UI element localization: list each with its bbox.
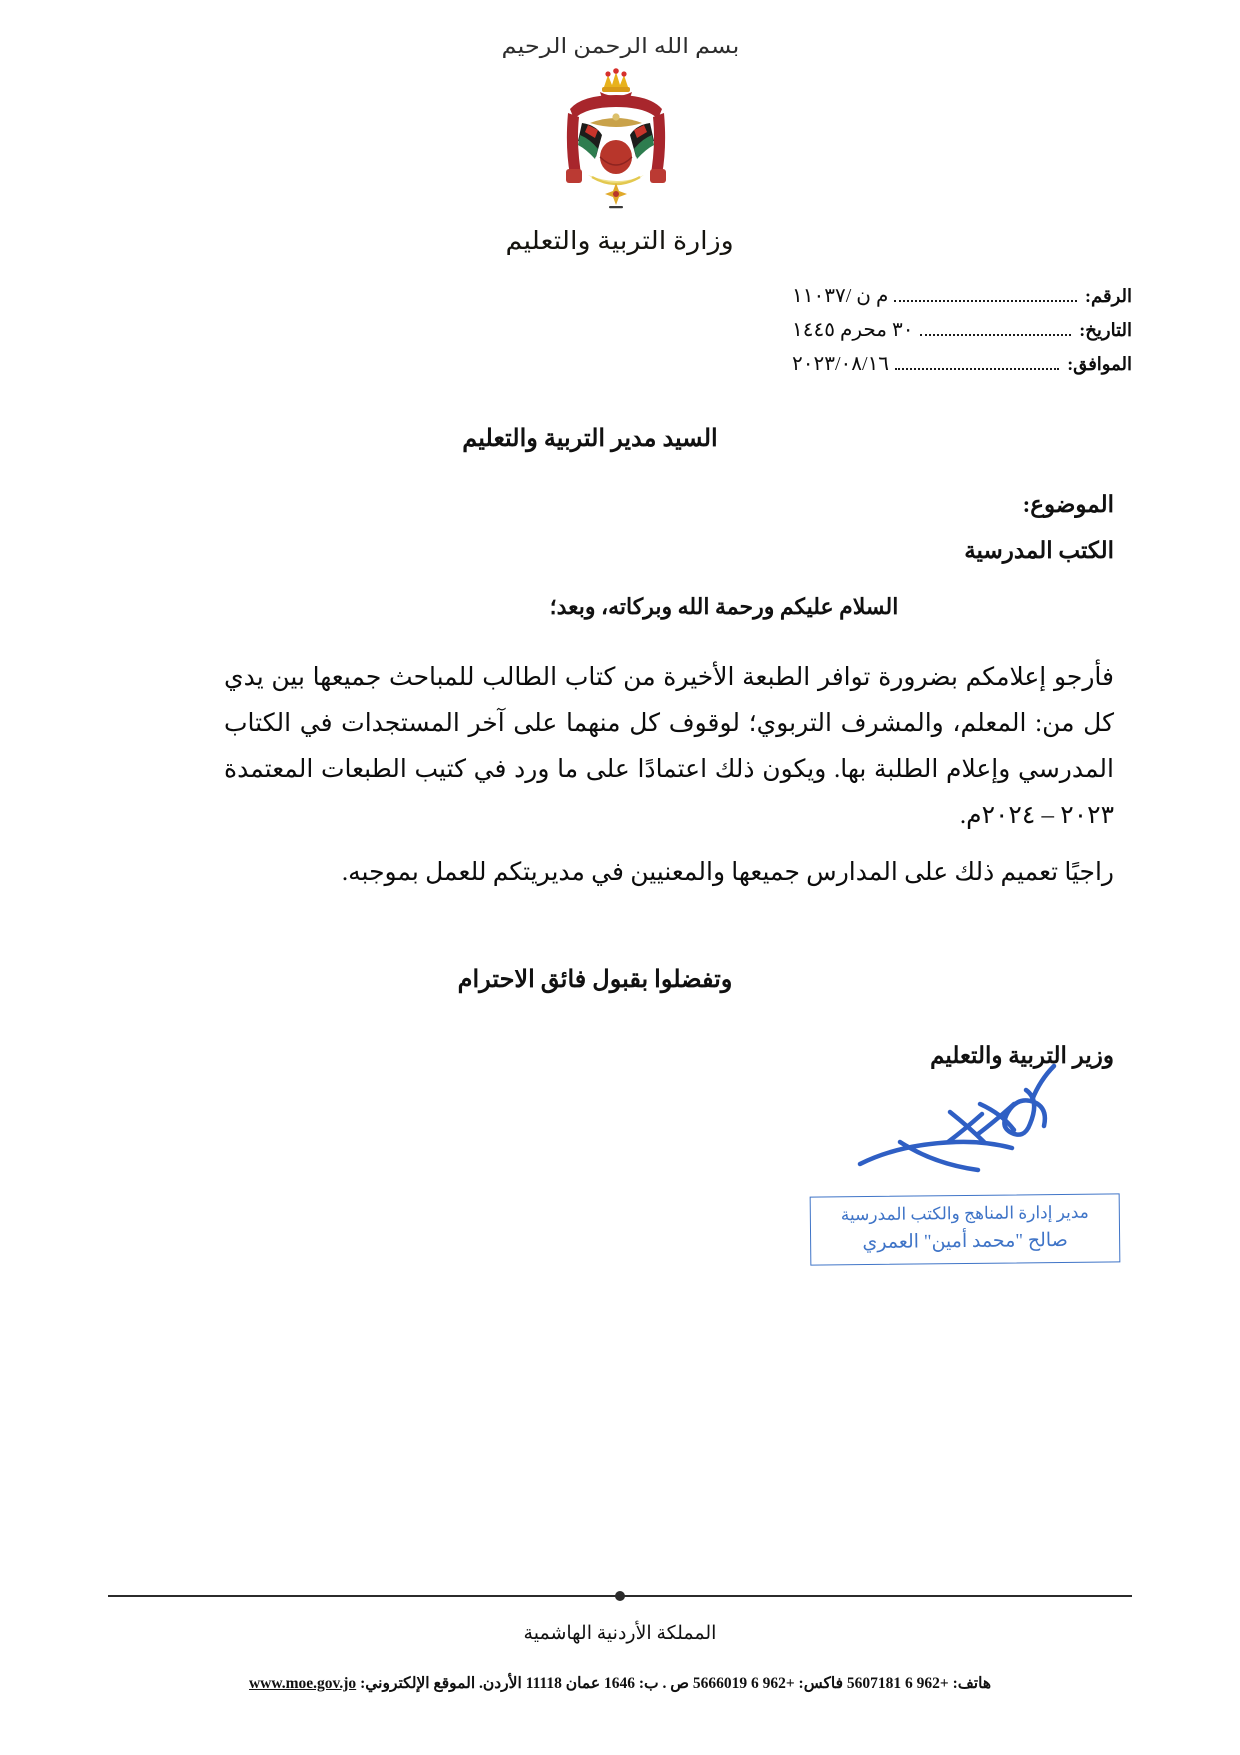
signer-title: وزير التربية والتعليم [930,1043,1114,1068]
reference-number-label: الرقم: [1085,286,1132,306]
dotted-leader [894,289,1077,302]
footer-contact-line [108,1674,1132,1693]
jordan-coat-of-arms-icon [530,65,710,220]
subject-label: الموضوع: [1022,492,1114,517]
reference-number-value: م ن /١١٠٣٧ [792,285,889,307]
approval-stamp [810,1193,1121,1265]
hijri-date-row [792,317,1132,342]
addressee-line: السيد مدير التربية والتعليم [462,426,718,452]
ministry-name: وزارة التربية والتعليم [505,228,735,255]
subject-value: الكتب المدرسية [964,538,1114,563]
phone-number: 5607181 6 962+ [846,1675,949,1692]
reference-number-row [792,283,1132,308]
hijri-date-value: ٣٠ محرم ١٤٤٥ [792,319,914,341]
reference-block [792,283,1132,385]
body-paragraph-2: راجيًا تعميم ذلك على المدارس جميعها والمعنيين في مديريتكم للعمل بموجبه. [341,859,1114,886]
dotted-leader [895,357,1059,370]
dotted-leader [920,323,1072,336]
po-box: ص . ب: 1646 عمان 11118 الأردن. [479,1675,689,1692]
fax-number: 5666019 6 962+ [692,1675,795,1692]
body-paragraph-1: فأرجو إعلامكم بضرورة توافر الطبعة الأخيرة من كتاب الطالب للمباحث جميعها بين يدي كل من: المعلم، والمشرف التربوي؛ لوقوف كل منهما على آخر المستجدات في الكتاب المدرسي وإعلام الطلبة بها. ويكون ذلك اعتمادًا على ما ورد في كتيب الطبعات المعتمدة ٢٠٢٣ – ٢٠٢٤م. [224,664,1114,829]
fax-label: فاكس: [798,1675,843,1692]
website-label: الموقع الإلكتروني: [360,1675,476,1692]
gregorian-date-label: الموافق: [1067,354,1132,374]
footer-kingdom-name: المملكة الأردنية الهاشمية [523,1623,717,1644]
stamp-name: صالح "محمد أمين" العمري [862,1229,1068,1254]
greeting-line: السلام عليكم ورحمة الله وبركاته، وبعد؛ [549,594,899,619]
phone-label: هاتف: [952,1675,991,1692]
gregorian-date-value: ٢٠٢٣/٠٨/١٦ [792,353,890,375]
document-header [0,0,1240,256]
website-url[interactable]: www.moe.gov.jo [248,1675,357,1692]
basmala-calligraphy: بسم الله الرحمن الرحيم [501,34,739,58]
footer-divider [108,1595,1132,1597]
hijri-date-label: التاريخ: [1079,320,1132,340]
minister-signature-icon [830,1060,1090,1200]
gregorian-date-row [792,351,1132,376]
closing-line: وتفضلوا بقبول فائق الاحترام [457,967,733,993]
stamp-title: مدير إدارة المناهج والكتب المدرسية [840,1202,1089,1225]
